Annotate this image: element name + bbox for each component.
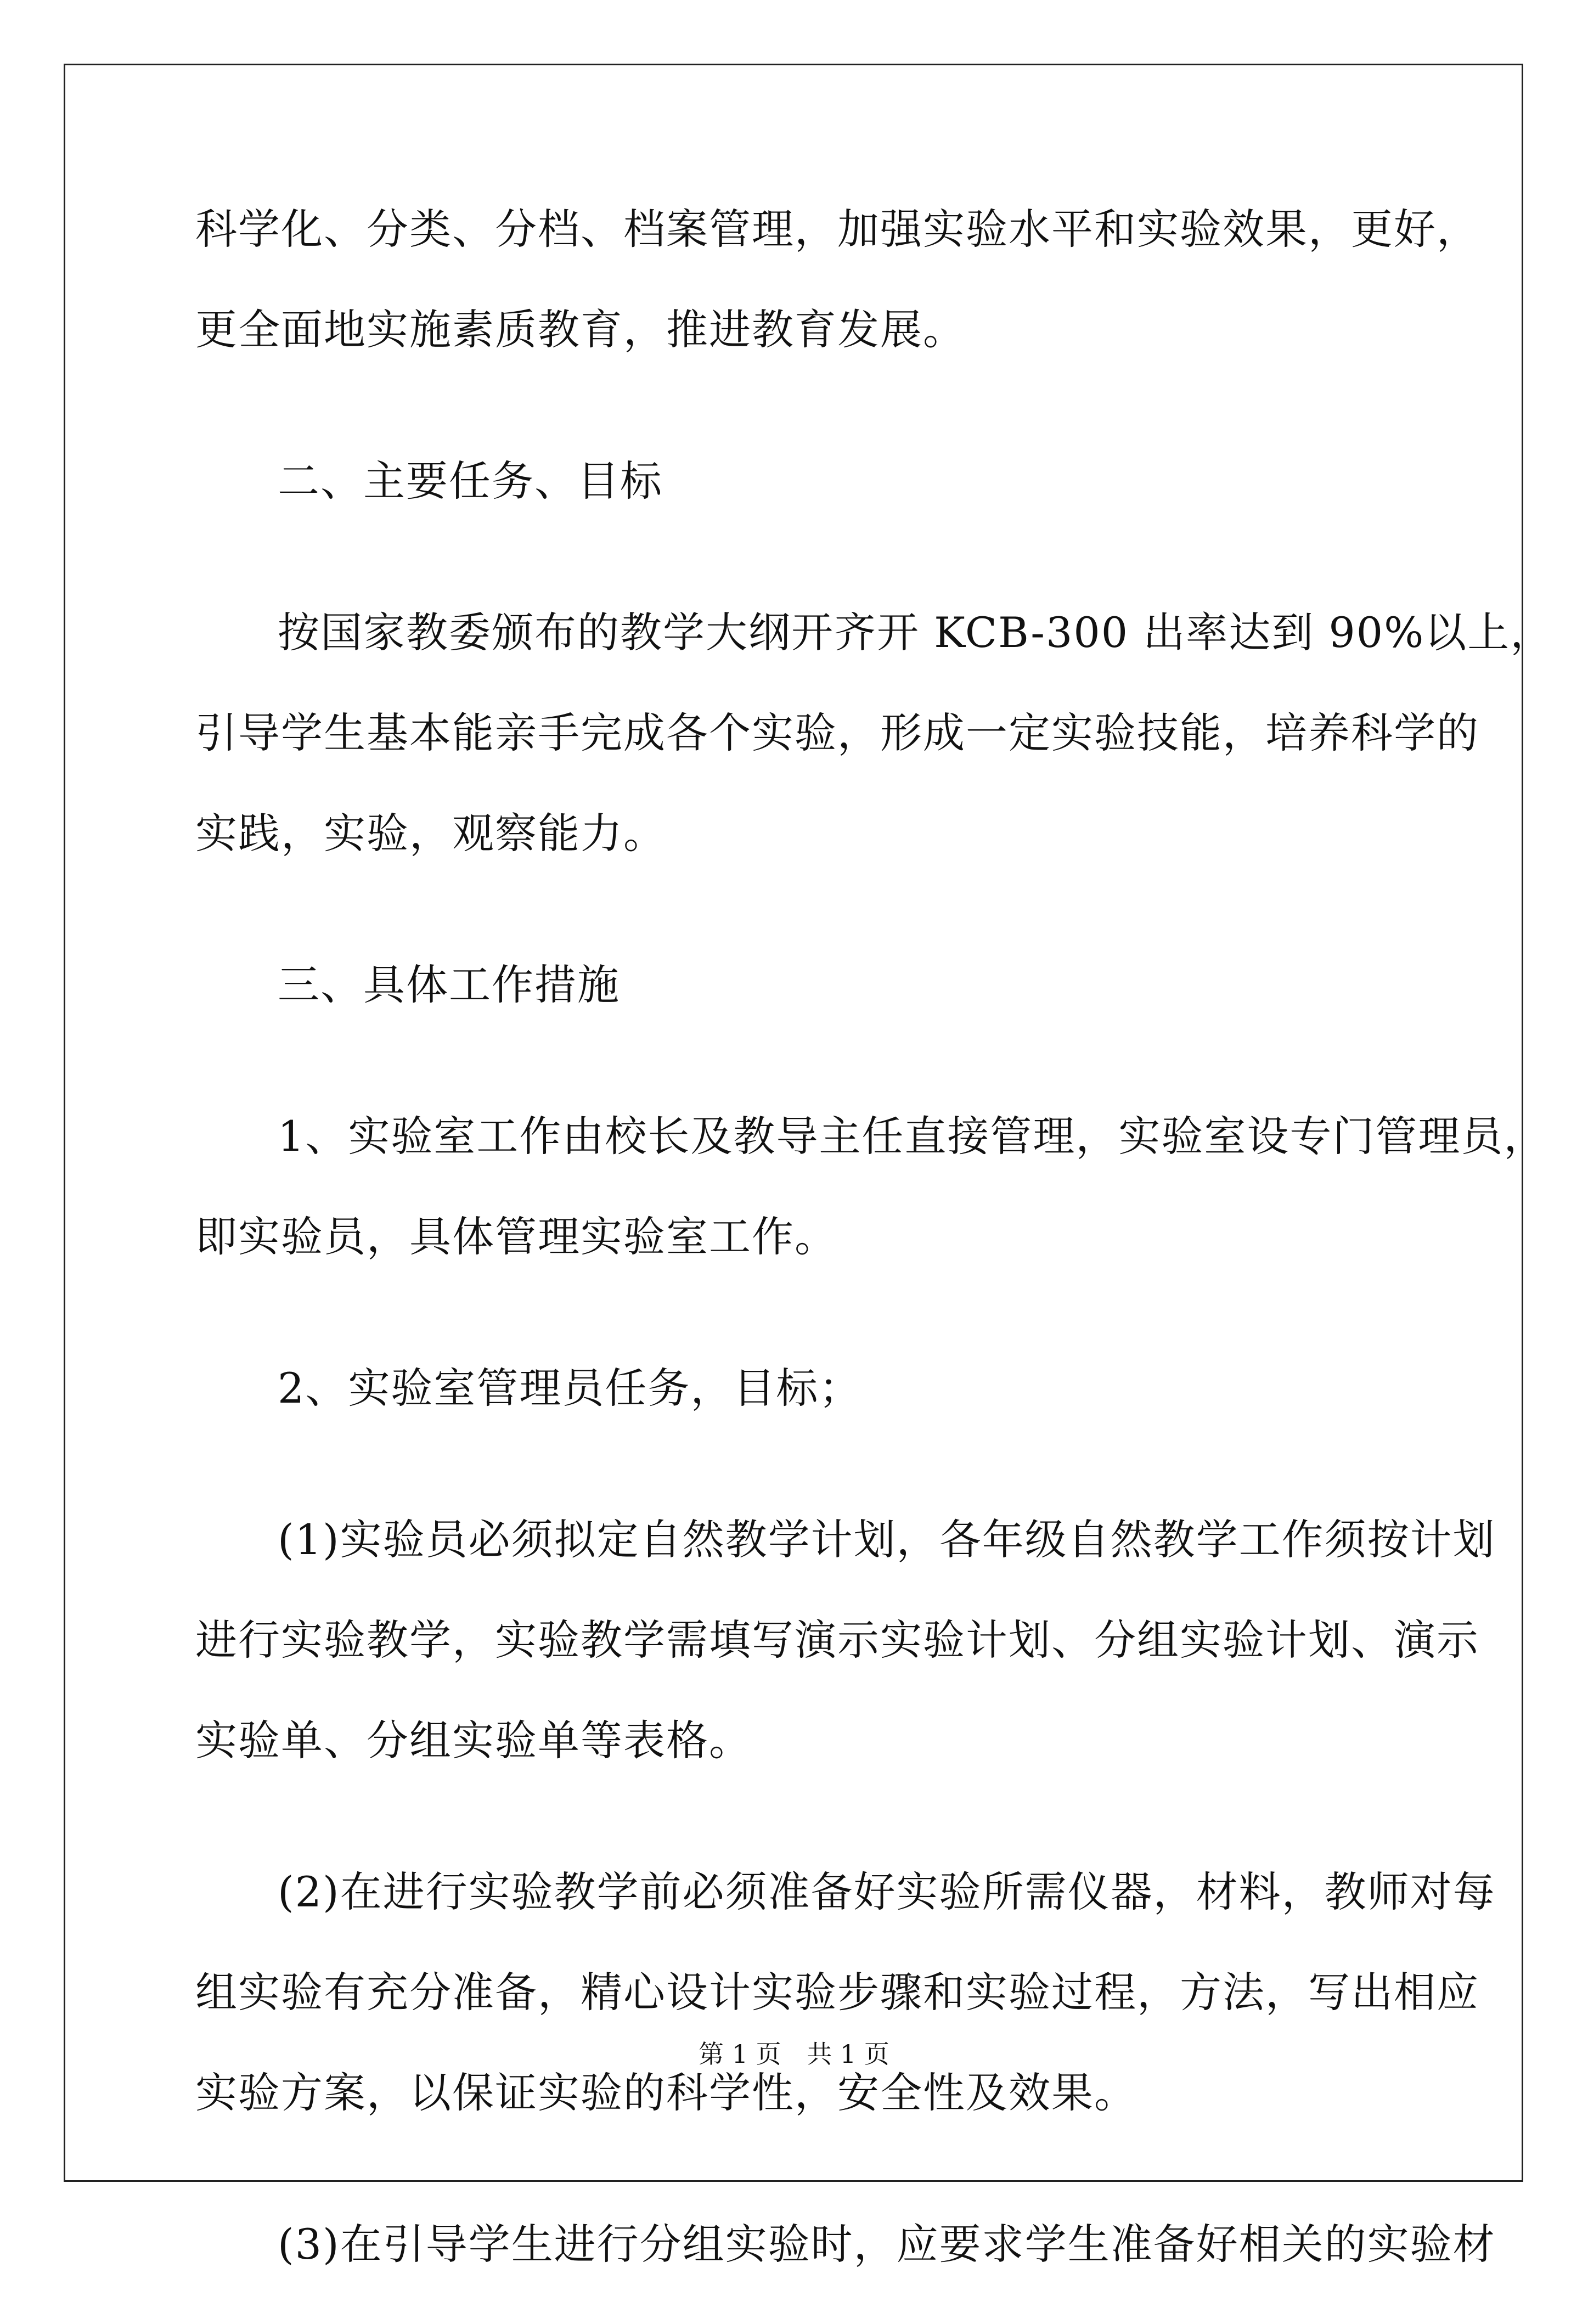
text-line: 进行实验教学，实验教学需填写演示实验计划、分组实验计划、演示 — [195, 1616, 1479, 1664]
text-line: 即实验员，具体管理实验室工作。 — [195, 1212, 837, 1261]
page-footer — [0, 2041, 1588, 2067]
text-line: (1)实验员必须拟定自然教学计划，各年级自然教学工作须按计划 — [278, 1515, 1496, 1564]
text-line: 组实验有充分准备，精心设计实验步骤和实验过程，方法，写出相应 — [195, 1968, 1479, 2017]
section-heading: 三、具体工作措施 — [278, 960, 620, 1009]
text-line: 按国家教委颁布的教学大纲开齐开 KCB-300 出率达到 90%以上， — [278, 608, 1553, 657]
text-line: 2、实验室管理员任务，目标； — [278, 1364, 862, 1413]
text-line: 1、实验室工作由校长及教导主任直接管理，实验室设专门管理员， — [278, 1112, 1547, 1161]
page-number: 第 1 页 — [699, 2039, 781, 2069]
text-line: (3)在引导学生进行分组实验时，应要求学生准备好相关的实验材 — [278, 2220, 1496, 2269]
text-line: 更全面地实施素质教育，推进教育发展。 — [195, 305, 966, 354]
text-line: 引导学生基本能亲手完成各个实验，形成一定实验技能，培养科学的 — [195, 708, 1479, 757]
text-line: 实践，实验，观察能力。 — [195, 809, 666, 858]
text-line: (2)在进行实验教学前必须准备好实验所需仪器，材料，教师对每 — [278, 1867, 1496, 1916]
section-heading: 二、主要任务、目标 — [278, 457, 663, 505]
page-total: 共 1 页 — [807, 2039, 889, 2069]
text-line: 科学化、分类、分档、档案管理，加强实验水平和实验效果，更好， — [195, 205, 1479, 254]
document-body — [195, 205, 1553, 2324]
text-line: 实验方案，以保证实验的科学性，安全性及效果。 — [195, 2068, 1137, 2117]
text-line: 实验单、分组实验单等表格。 — [195, 1716, 752, 1765]
